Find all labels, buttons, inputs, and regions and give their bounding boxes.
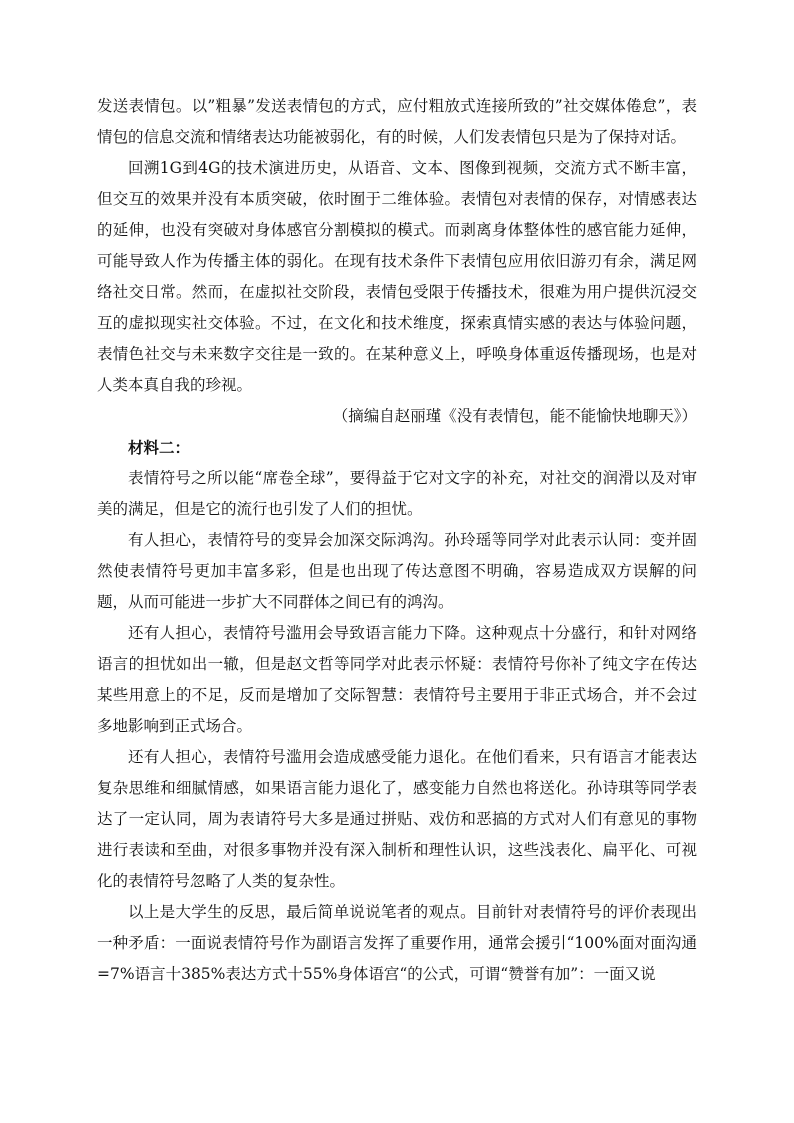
paragraph-4: 有人担心，表情符号的变异会加深交际鸿沟。孙玲瑶等同学对此表示认同：变并固然使表情符号更加丰富多彩，但是也出现了传达意图不明确，容易造成双方误解的问题，从而可能进一步扩大不同群体之间已有的鸿沟。 bbox=[97, 531, 697, 611]
paragraph-5: 还有人担心，表情符号滥用会导致语言能力下降。这种观点十分盛行，和针对网络语言的担忧如出一辙，但是赵文哲等同学对此表示怀疑：表情符号你补了纯文字在传达某些用意上的不足，反而是增加了交际智慧：表情符号主要用于非正式场合，并不会过多地影响到正式场合。 bbox=[97, 624, 697, 735]
paragraph-2: 回溯1G到4G的技术演进历史，从语音、文本、图像到视频，交流方式不断丰富，但交互的效果并没有本质突破，依时囿于二维体验。表情包对表情的保存，对情感表达的延伸，也没有突破对身体感官分割模拟的模式。而剥离身体整体性的感官能力延伸，可能导致人作为传播主体的弱化。在现有技术条件下表情包应用依旧游刃有余，满足网络社交日常。然而，在虚拟社交阶段，表情包受限于传播技术，很难为用户提供沉浸交互的虚拟现实社交体验。不过，在文化和技术维度，探索真情实感的表达与体验问题，表情色社交与未来数字交往是一致的。在某种意义上，呼唤身体重返传播现场，也是对人类本真自我的珍视。 bbox=[97, 159, 697, 394]
source-citation: （摘编自赵丽瑾《没有表情包，能不能愉快地聊天》） bbox=[332, 407, 697, 425]
paragraph-3: 表情符号之所以能“席卷全球”，要得益于它对文字的补充，对社交的润滑以及对审美的满足，但是它的流行也引发了人们的担忧。 bbox=[97, 469, 697, 518]
document-page bbox=[97, 91, 697, 990]
section-heading-material-2: 材料二： bbox=[128, 438, 191, 457]
paragraph-6: 还有人担心，表情符号滥用会造成感受能力退化。在他们看来，只有语言才能表达复杂思维和细腻情感，如果语言能力退化了，感变能力自然也将送化。孙诗琪等同学表达了一定认同，周为表请符号大多是通过拼贴、戏仿和恶搞的方式对人们有意见的事物进行表读和至曲，对很多事物并没有深入制析和理性认识，这些浅表化、扁平化、可视化的表情符号忽略了人类的复杂性。 bbox=[97, 748, 697, 890]
paragraph-7: 以上是大学生的反思，最后简单说说笔者的观点。目前针对表情符号的评价表现出一种矛盾：一面说表情符号作为副语言发挥了重要作用，通常会援引“100%面对面沟通=7%语言十385%表达方式十55%身体语宫“的公式，可谓“赞誉有加”：一面又说 bbox=[97, 903, 697, 983]
paragraph-1: 发送表情包。以”粗暴”发送表情包的方式，应付粗放式连接所致的”社交媒体倦怠”，表情包的信息交流和情绪表达功能被弱化，有的时候，人们发表情包只是为了保持对话。 bbox=[97, 97, 697, 146]
